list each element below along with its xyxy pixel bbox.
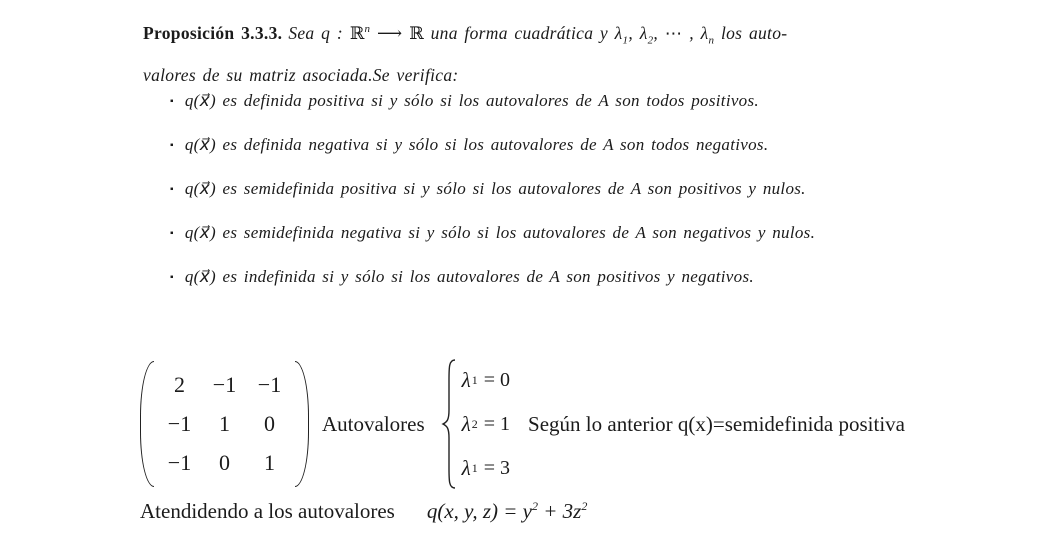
final-prefix: Atendidendo a los autovalores (140, 499, 395, 523)
matrix-cell: −1 (167, 410, 192, 436)
reals-symbol: ℝ (409, 22, 424, 43)
subscript-1: 1 (622, 34, 629, 47)
reals-symbol: ℝ (349, 22, 365, 43)
proposition-line-2: valores de su matriz asociada.Se verifica: (143, 65, 459, 86)
list-item-text: q(x⃗) es semidefinida positiva si y sólo si los autovalores de A son positivos y nulos. (184, 179, 806, 198)
eigenvalue-value: = 3 (483, 456, 511, 479)
list-item-text: q(x⃗) es definida negativa si y sólo si los autovalores de A son todos negativos. (184, 135, 769, 154)
list-item (170, 224, 815, 243)
matrix-cell: 0 (264, 410, 275, 436)
list-item-text: q(x⃗) es semidefinida negativa si y sólo si los autovalores de A son negativos y nulos. (184, 223, 816, 242)
list-item (170, 268, 815, 287)
eigenvalue-row (462, 358, 510, 402)
eigenvalue-value: = 1 (483, 412, 511, 435)
bullet-square-icon: ▪ (170, 96, 174, 107)
bullet-square-icon: ▪ (170, 140, 174, 151)
eigenvalue-value: = 0 (483, 368, 511, 391)
matrix-cell: 1 (219, 410, 230, 436)
matrix-paren-left (140, 361, 154, 487)
matrix-cell: −1 (257, 371, 282, 397)
lambda-symbol: λ (461, 367, 471, 392)
long-arrow-icon: ⟶ (370, 22, 410, 43)
matrix (140, 361, 309, 487)
lambda-subscript: 1 (471, 460, 478, 475)
matrix-cell: 1 (264, 450, 275, 476)
subscript-2: 2 (647, 34, 654, 47)
eigenvalue-system (441, 358, 510, 490)
lambda-symbol: λ (461, 455, 471, 480)
final-line (140, 499, 587, 524)
superscript-n: n (364, 23, 371, 35)
bullet-square-icon: ▪ (170, 228, 174, 239)
text-segment: una forma cuadrática y λ (423, 22, 623, 43)
formula-segment: q(x, y, z) = y (426, 499, 532, 523)
proposition-label: Proposición 3.3.3. (143, 22, 283, 43)
proposition-block (143, 12, 933, 93)
matrix-grid (154, 361, 295, 487)
list-item-text: q(x⃗) es definida positiva si y sólo si los autovalores de A son todos positivos. (184, 91, 759, 110)
matrix-cell: −1 (212, 371, 237, 397)
lambda-subscript: 1 (471, 372, 478, 387)
list-item (170, 92, 815, 111)
proposition-line-1 (143, 12, 933, 58)
text-segment: los auto- (714, 22, 788, 43)
quadratic-formula (427, 499, 587, 523)
proposition-intro (288, 22, 788, 47)
properties-list (170, 92, 815, 312)
subscript-n: n (708, 34, 715, 47)
matrix-cell: −1 (167, 450, 192, 476)
text-segment: Sea q : (288, 22, 350, 43)
conclusion-text: Según lo anterior q(x)=semidefinida positiva (528, 411, 905, 436)
list-item-text: q(x⃗) es indefinida si y sólo si los autovalores de A son positivos y negativos. (184, 267, 754, 286)
matrix-cell: 0 (219, 450, 230, 476)
lambda-subscript: 2 (471, 416, 478, 431)
eigenvalue-row (462, 402, 510, 446)
bullet-square-icon: ▪ (170, 184, 174, 195)
matrix-paren-right (295, 361, 309, 487)
eigenvalue-row (462, 446, 510, 490)
list-item (170, 180, 815, 199)
bullet-square-icon: ▪ (170, 272, 174, 283)
autovalores-label: Autovalores (322, 411, 425, 436)
formula-exponent: 2 (532, 499, 538, 513)
list-item (170, 136, 815, 155)
matrix-cell: 2 (174, 371, 185, 397)
text-segment: , ⋯ , λ (653, 22, 709, 43)
lambda-symbol: λ (461, 411, 471, 436)
text-segment: , λ (628, 22, 648, 43)
left-curly-brace-icon (441, 358, 457, 490)
formula-segment: + 3z (538, 499, 582, 523)
example-block (140, 358, 905, 490)
formula-exponent: 2 (581, 499, 588, 513)
eigenvalues-list (462, 358, 510, 490)
